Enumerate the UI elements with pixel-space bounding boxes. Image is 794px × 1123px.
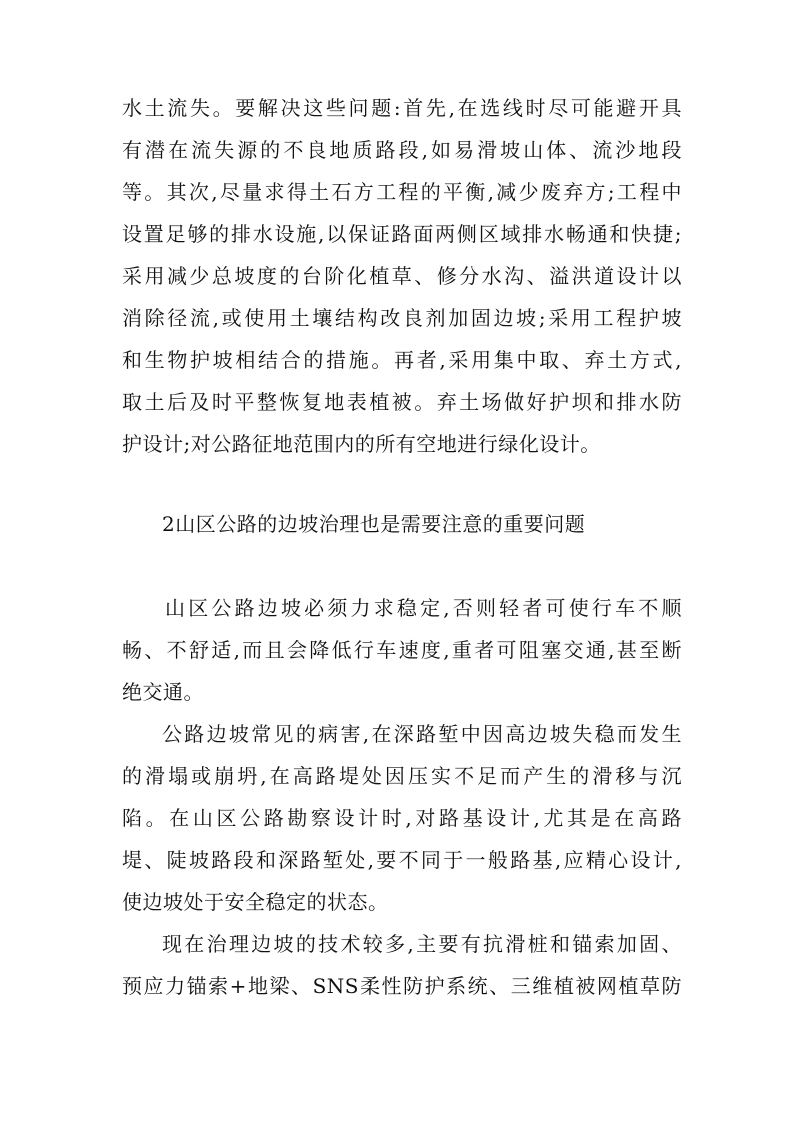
- paragraph-line: 山区公路边坡必须力求稳定,否则轻者可使行车不顺: [165, 596, 682, 620]
- paragraph-line: 公路边坡常见的病害,在深路堑中因高边坡失稳而发生: [162, 722, 682, 746]
- paragraph-line: 使边坡处于安全稳定的状态。: [122, 890, 389, 914]
- paragraph-line: 消除径流,或使用土壤结构改良剂加固边坡;采用工程护坡: [122, 306, 682, 330]
- paragraph-line: 等。其次,尽量求得土石方工程的平衡,减少废弃方;工程中: [122, 180, 682, 204]
- paragraph-line: 的滑塌或崩坍,在高路堤处因压实不足而产生的滑移与沉: [122, 764, 682, 788]
- paragraph-line: 采用减少总坡度的台阶化植草、修分水沟、溢洪道设计以: [122, 264, 682, 288]
- paragraph-line: 和生物护坡相结合的措施。再者,采用集中取、弃土方式,: [122, 348, 682, 372]
- paragraph-line: 取土后及时平整恢复地表植被。弃土场做好护坝和排水防: [122, 390, 682, 414]
- paragraph-line: 绝交通。: [122, 680, 204, 704]
- paragraph-line: 有潜在流失源的不良地质路段,如易滑坡山体、流沙地段: [122, 138, 682, 162]
- section-heading: 2山区公路的边坡治理也是需要注意的重要问题: [162, 512, 586, 536]
- paragraph-line: 陷。在山区公路勘察设计时,对路基设计,尤其是在高路: [122, 806, 682, 830]
- paragraph-line: 设置足够的排水设施,以保证路面两侧区域排水畅通和快捷;: [122, 222, 682, 246]
- paragraph-line: 水土流失。要解决这些问题:首先,在选线时尽可能避开具: [122, 96, 682, 120]
- paragraph-line: 堤、陡坡路段和深路堑处,要不同于一般路基,应精心设计,: [122, 848, 682, 872]
- paragraph-line: 预应力锚索+地梁、SNS柔性防护系统、三维植被网植草防: [122, 974, 682, 998]
- paragraph-line: 畅、不舒适,而且会降低行车速度,重者可阻塞交通,甚至断: [122, 638, 682, 662]
- paragraph-line: 现在治理边坡的技术较多,主要有抗滑桩和锚索加固、: [162, 932, 682, 956]
- paragraph-line: 护设计;对公路征地范围内的所有空地进行绿化设计。: [122, 432, 601, 456]
